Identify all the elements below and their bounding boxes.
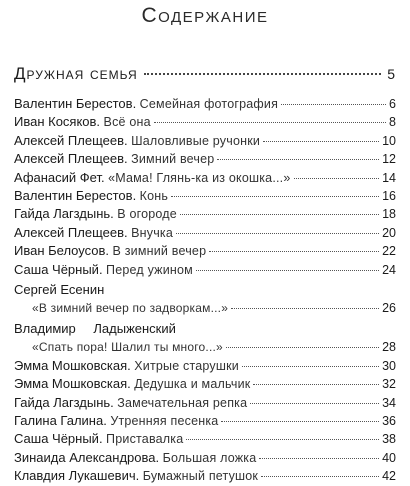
page-number: 36	[382, 413, 396, 428]
section-heading[interactable]	[14, 64, 396, 84]
page-number: 8	[389, 115, 396, 130]
page-number: 30	[382, 358, 396, 373]
entry-author: Сергей Есенин	[14, 282, 105, 298]
page-number: 40	[382, 450, 396, 465]
leader-dots	[217, 159, 379, 160]
entry-title: Утренняя песенка	[110, 413, 219, 428]
toc-entry[interactable]	[14, 242, 396, 260]
entry-title: В огороде	[117, 207, 177, 222]
page-number: 42	[382, 469, 396, 484]
page-number: 16	[382, 189, 396, 204]
toc-entry[interactable]	[14, 449, 396, 467]
leader-dots	[261, 476, 379, 477]
leader-dots	[196, 270, 379, 271]
toc-entry[interactable]	[14, 394, 396, 412]
entry-author: Валентин Берестов.	[14, 188, 137, 204]
entry-title: Бумажный петушок	[142, 469, 259, 484]
page-number: 5	[387, 66, 396, 82]
toc-entry[interactable]	[14, 95, 396, 113]
toc-list	[14, 95, 396, 486]
leader-dots	[242, 366, 379, 367]
entry-title: Внучка	[131, 225, 174, 240]
toc-entry[interactable]	[14, 261, 396, 279]
toc-entry[interactable]	[14, 338, 396, 356]
toc-entry[interactable]	[14, 375, 396, 393]
leader-dots	[250, 403, 379, 404]
toc-entry[interactable]	[14, 430, 396, 448]
page-number: 10	[382, 133, 396, 148]
entry-title: Всё она	[103, 115, 151, 130]
entry-title: Семейная фотография	[139, 97, 279, 111]
entry-author: Саша Чёрный.	[14, 431, 103, 447]
entry-author: Эмма Мошковская.	[14, 357, 131, 373]
toc-entry[interactable]	[14, 113, 396, 131]
page-number: 20	[382, 225, 396, 240]
leader-dots	[171, 196, 379, 197]
leader-dots	[209, 251, 379, 252]
entry-title: Дедушка и мальчик	[134, 377, 251, 392]
entry-title: «Мама! Глянь-ка из окошка...»	[108, 170, 291, 185]
leader-dots	[221, 421, 379, 422]
entry-title: Приставалка	[106, 432, 184, 447]
toc-entry[interactable]	[14, 224, 396, 242]
leader-dots	[154, 122, 386, 123]
section-title: Дружная семья	[14, 64, 138, 83]
entry-author: Клавдия Лукашевич.	[14, 468, 140, 484]
toc-entry-author-line	[14, 279, 396, 299]
toc-entry[interactable]	[14, 169, 396, 187]
entry-author: Эмма Мошковская.	[14, 376, 131, 392]
entry-author: Владимир Ладыженский	[14, 320, 176, 336]
leader-dots	[231, 308, 379, 309]
entry-author: Галина Галина.	[14, 412, 107, 428]
toc-entry[interactable]	[14, 205, 396, 223]
toc-entry[interactable]	[14, 150, 396, 168]
entry-title: Замечательная репка	[117, 395, 248, 410]
leader-dots	[263, 141, 379, 142]
page-number: 32	[382, 377, 396, 392]
entry-author: Алексей Плещеев.	[14, 151, 128, 167]
leader-dots	[253, 384, 379, 385]
page-number: 14	[382, 170, 396, 185]
leader-dots	[259, 458, 379, 459]
page-number: 6	[389, 97, 396, 111]
entry-author: Иван Белоусов.	[14, 243, 110, 259]
entry-author: Гайда Лагздынь.	[14, 394, 114, 410]
entry-title: Шаловливые ручонки	[131, 133, 261, 148]
leader-dots	[281, 104, 386, 105]
entry-author: Иван Косяков.	[14, 114, 101, 130]
entry-title: Зимний вечер	[131, 152, 215, 167]
entry-title: В зимний вечер	[112, 244, 207, 259]
leader-dots	[144, 73, 382, 75]
toc-entry[interactable]	[14, 187, 396, 205]
page-number: 34	[382, 395, 396, 410]
page-number: 28	[382, 340, 396, 355]
entry-title: Большая ложка	[162, 450, 257, 465]
page-title: Содержание	[141, 4, 269, 27]
leader-dots	[180, 214, 379, 215]
entry-title: Конь	[139, 189, 169, 204]
page-number: 26	[382, 301, 396, 316]
entry-title: «Спать пора! Шалил ты много...»	[32, 340, 223, 355]
entry-author: Валентин Берестов.	[14, 96, 137, 111]
toc-entry[interactable]	[14, 467, 396, 485]
toc-entry[interactable]	[14, 299, 396, 317]
entry-title: «В зимний вечер по задворкам...»	[32, 301, 229, 316]
leader-dots	[294, 178, 380, 179]
page-number: 12	[382, 152, 396, 167]
entry-author: Саша Чёрный.	[14, 261, 103, 277]
entry-author: Зинаида Александрова.	[14, 449, 160, 465]
entry-author: Алексей Плещеев.	[14, 132, 128, 148]
entry-author: Афанасий Фет.	[14, 169, 105, 185]
toc-entry[interactable]	[14, 132, 396, 150]
entry-author: Гайда Лагздынь.	[14, 206, 114, 222]
entry-author: Алексей Плещеев.	[14, 224, 128, 240]
toc-entry[interactable]	[14, 412, 396, 430]
page-number: 38	[382, 432, 396, 447]
entry-title: Перед ужином	[106, 262, 193, 277]
toc-entry-author-line	[14, 318, 396, 338]
entry-title: Хитрые старушки	[134, 358, 239, 373]
leader-dots	[226, 347, 379, 348]
toc-entry[interactable]	[14, 357, 396, 375]
page-number: 22	[382, 244, 396, 259]
page-number: 18	[382, 207, 396, 222]
leader-dots	[176, 233, 379, 234]
page-number: 24	[382, 262, 396, 277]
leader-dots	[186, 439, 379, 440]
